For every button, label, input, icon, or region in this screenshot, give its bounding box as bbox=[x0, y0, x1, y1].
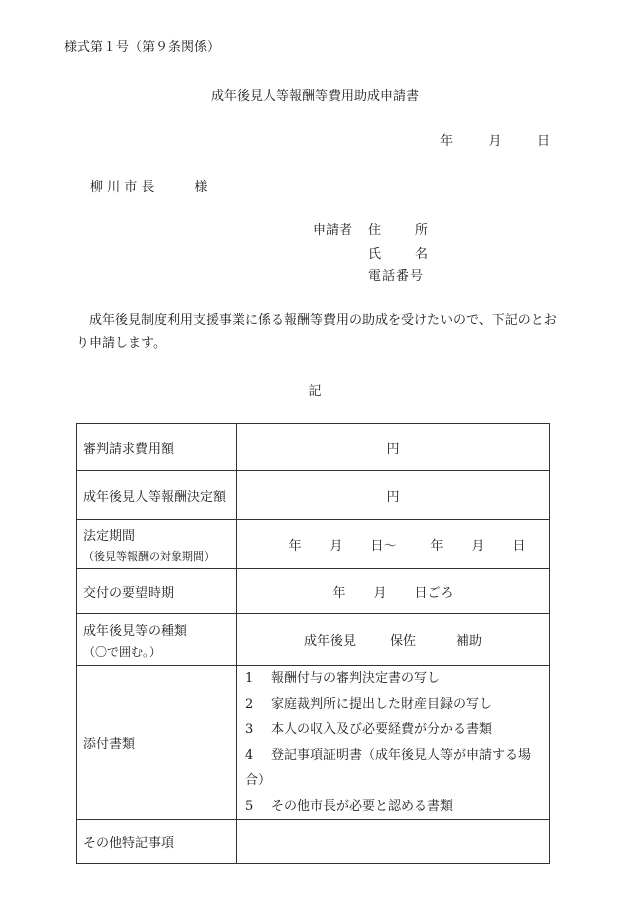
row-label: 交付の要望時期 bbox=[77, 569, 237, 614]
row-sublabel: （〇で囲む。） bbox=[83, 644, 162, 659]
desired-timing-field[interactable]: 年 月 日ごろ bbox=[237, 569, 550, 614]
list-item: 4 登記事項証明書（成年後見人等が申請する場合） bbox=[245, 747, 532, 788]
table-row bbox=[77, 666, 550, 820]
application-table bbox=[76, 423, 550, 864]
row-label: 成年後見等の種類 （〇で囲む。） bbox=[77, 614, 237, 666]
table-row bbox=[77, 471, 550, 520]
remuneration-amount-field[interactable]: 円 bbox=[237, 471, 550, 520]
applicant-phone-label: 電話番号 bbox=[368, 269, 425, 284]
period-field[interactable]: 年 月 日～ 年 月 日 bbox=[237, 520, 550, 569]
row-label: その他特記事項 bbox=[77, 820, 237, 864]
table-row bbox=[77, 569, 550, 614]
form-number: 様式第１号（第９条関係） bbox=[64, 40, 221, 55]
body-text: 成年後見制度利用支援事業に係る報酬等費用の助成を受けたいので、下記のとおり申請します。 bbox=[76, 313, 557, 351]
list-item: 2 家庭裁判所に提出した財産目録の写し bbox=[245, 696, 493, 712]
option-curatorship[interactable]: 保佐 bbox=[389, 634, 416, 649]
option-assistance[interactable]: 補助 bbox=[456, 634, 483, 649]
table-row bbox=[77, 520, 550, 569]
addressee-honorific: 様 bbox=[194, 180, 208, 195]
list-item: 5 その他市長が必要と認める書類 bbox=[245, 798, 454, 814]
list-item: 3 本人の収入及び必要経費が分かる書類 bbox=[245, 722, 493, 737]
applicant-name-label: 氏 名 bbox=[368, 247, 428, 262]
applicant-address-label: 住 所 bbox=[368, 223, 428, 238]
addressee-name: 柳 川 市 長 bbox=[90, 180, 155, 195]
row-label: 成年後見人等報酬決定額 bbox=[77, 471, 237, 520]
row-label: 法定期間 （後見等報酬の対象期間） bbox=[77, 520, 237, 569]
special-notes-field[interactable] bbox=[237, 820, 550, 864]
option-guardianship[interactable]: 成年後見 bbox=[303, 634, 356, 649]
addressee bbox=[90, 176, 207, 195]
applicant-label: 申請者 bbox=[313, 223, 353, 238]
date-day: 日 bbox=[536, 134, 550, 149]
fee-amount-field[interactable]: 円 bbox=[237, 424, 550, 471]
guardianship-type-options bbox=[237, 614, 550, 666]
date-year: 年 bbox=[440, 134, 454, 149]
attachment-list bbox=[237, 666, 550, 820]
document-title: 成年後見人等報酬等費用助成申請書 bbox=[210, 89, 419, 104]
list-item: 1 報酬付与の審判決定書の写し bbox=[245, 671, 441, 686]
row-label: 審判請求費用額 bbox=[77, 424, 237, 471]
row-label: 添付書類 bbox=[77, 666, 237, 820]
date-month: 月 bbox=[488, 134, 502, 149]
table-row bbox=[77, 424, 550, 471]
table-row bbox=[77, 820, 550, 864]
ki-heading: 記 bbox=[308, 384, 322, 399]
row-sublabel: （後見等報酬の対象期間） bbox=[83, 549, 215, 563]
table-row bbox=[77, 614, 550, 666]
date-line bbox=[440, 130, 550, 149]
